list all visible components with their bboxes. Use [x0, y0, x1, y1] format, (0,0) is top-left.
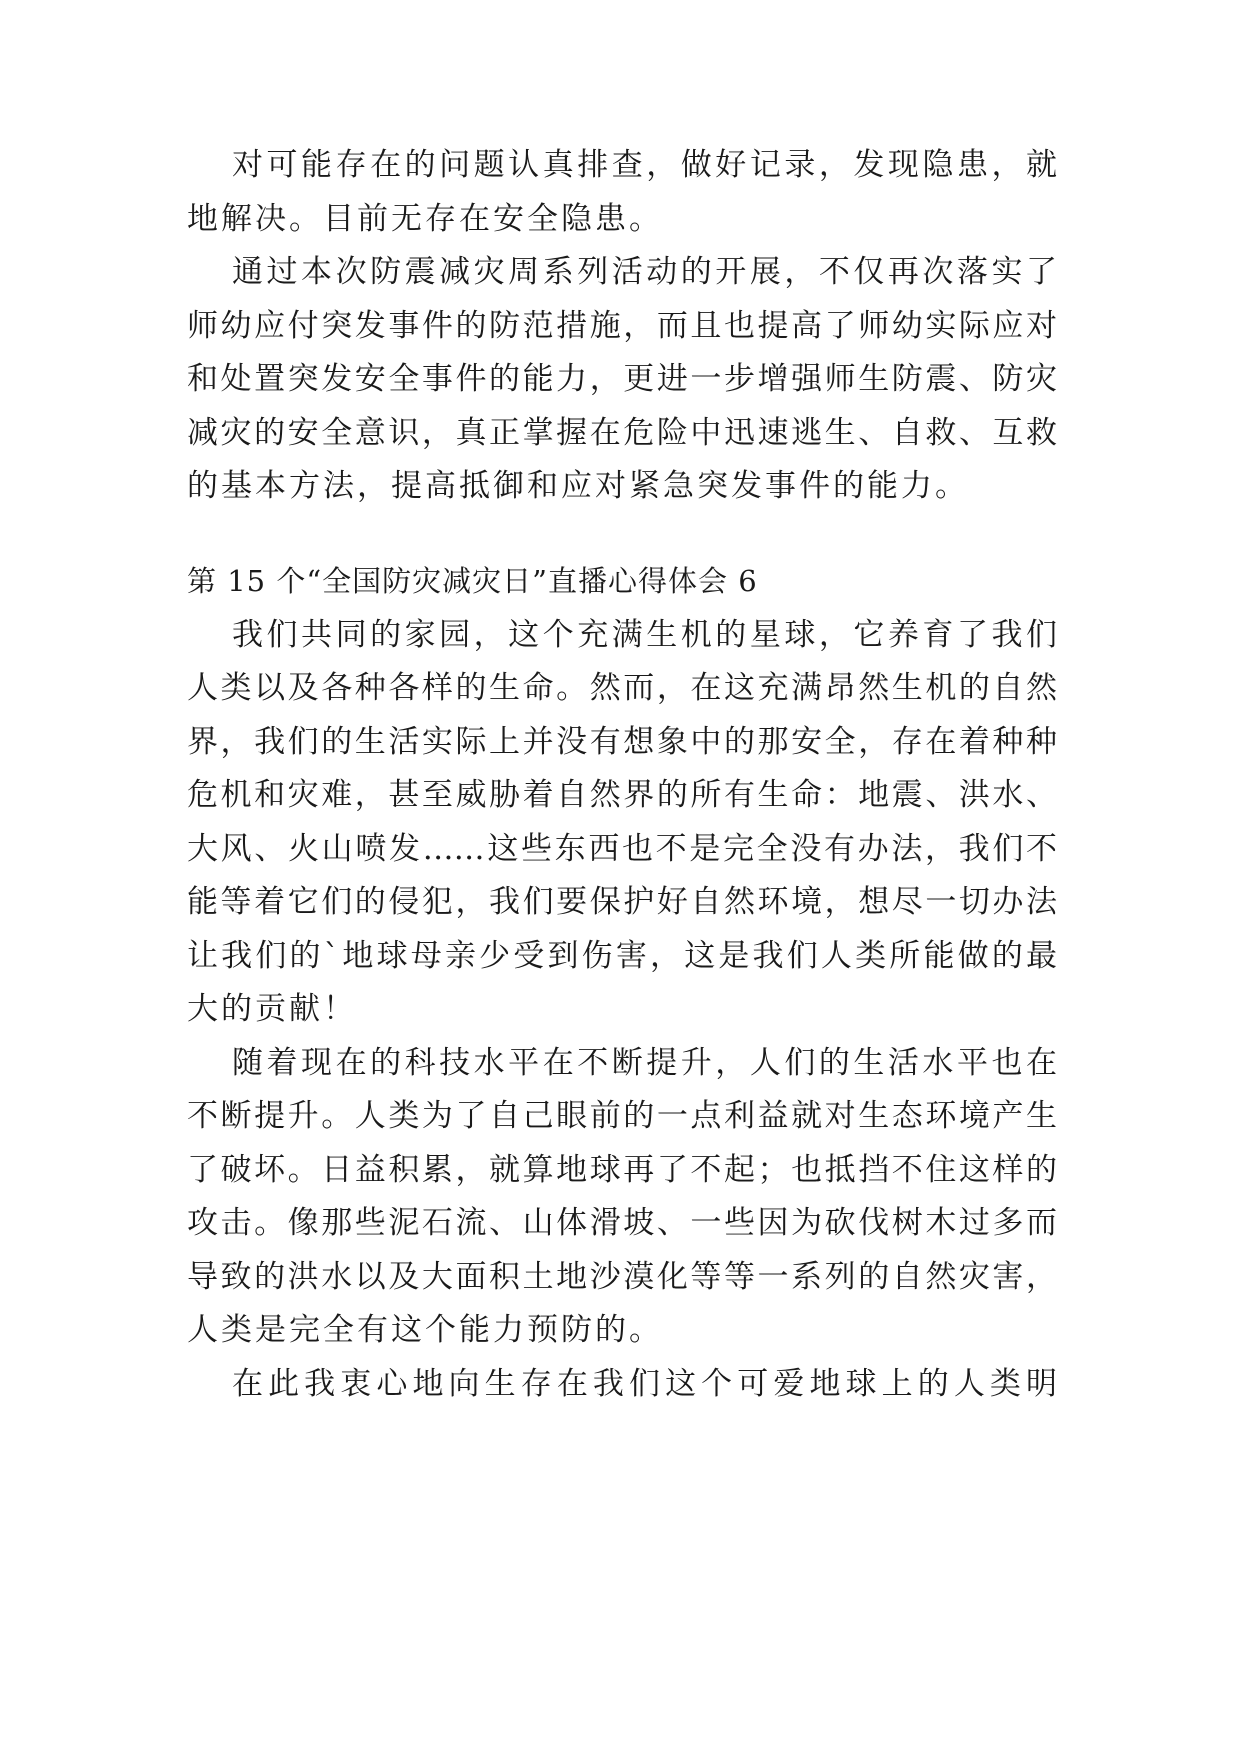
paragraph-line: 我们共同的家园，这个充满生机的星球，它养育了我们	[232, 617, 1057, 653]
paragraph-line: 导致的洪水以及大面积土地沙漠化等等一系列的自然灾害，	[187, 1259, 1057, 1295]
paragraph-line: 随着现在的科技水平在不断提升，人们的生活水平也在	[232, 1045, 1057, 1081]
paragraph-line: 不断提升。人类为了自己眼前的一点利益就对生态环境产生	[187, 1098, 1057, 1134]
paragraph-line: 能等着它们的侵犯，我们要保护好自然环境，想尽一切办法	[187, 884, 1057, 920]
paragraph-line: 减灾的安全意识，真正掌握在危险中迅速逃生、自救、互救	[187, 415, 1057, 451]
paragraph-line: 让我们的`地球母亲少受到伤害，这是我们人类所能做的最	[187, 938, 1057, 974]
document-body	[187, 0, 1057, 1754]
paragraph-line: 和处置突发安全事件的能力，更进一步增强师生防震、防灾	[187, 361, 1057, 397]
paragraph-line: 大风、火山喷发……这些东西也不是完全没有办法，我们不	[187, 831, 1057, 867]
paragraph-line: 的基本方法，提高抵御和应对紧急突发事件的能力。	[187, 468, 969, 504]
section-heading: 第 15 个“全国防灾减灾日”直播心得体会 6	[187, 564, 758, 598]
paragraph-line: 大的贡献！	[187, 991, 357, 1027]
paragraph-line: 在此我衷心地向生存在我们这个可爱地球上的人类明	[232, 1366, 1057, 1402]
paragraph-line: 了破坏。日益积累，就算地球再了不起；也抵挡不住这样的	[187, 1152, 1057, 1188]
paragraph-line: 人类以及各种各样的生命。然而，在这充满昂然生机的自然	[187, 670, 1057, 706]
paragraph-line: 通过本次防震减灾周系列活动的开展，不仅再次落实了	[232, 254, 1057, 290]
paragraph-line: 对可能存在的问题认真排查，做好记录，发现隐患，就	[232, 147, 1057, 183]
paragraph-line: 人类是完全有这个能力预防的。	[187, 1312, 663, 1348]
paragraph-line: 师幼应付突发事件的防范措施，而且也提高了师幼实际应对	[187, 308, 1057, 344]
paragraph-line: 地解决。目前无存在安全隐患。	[187, 201, 663, 237]
paragraph-line: 界，我们的生活实际上并没有想象中的那安全，存在着种种	[187, 724, 1057, 760]
paragraph-line: 危机和灾难，甚至威胁着自然界的所有生命：地震、洪水、	[187, 777, 1057, 813]
paragraph-line: 攻击。像那些泥石流、山体滑坡、一些因为砍伐树木过多而	[187, 1205, 1057, 1241]
